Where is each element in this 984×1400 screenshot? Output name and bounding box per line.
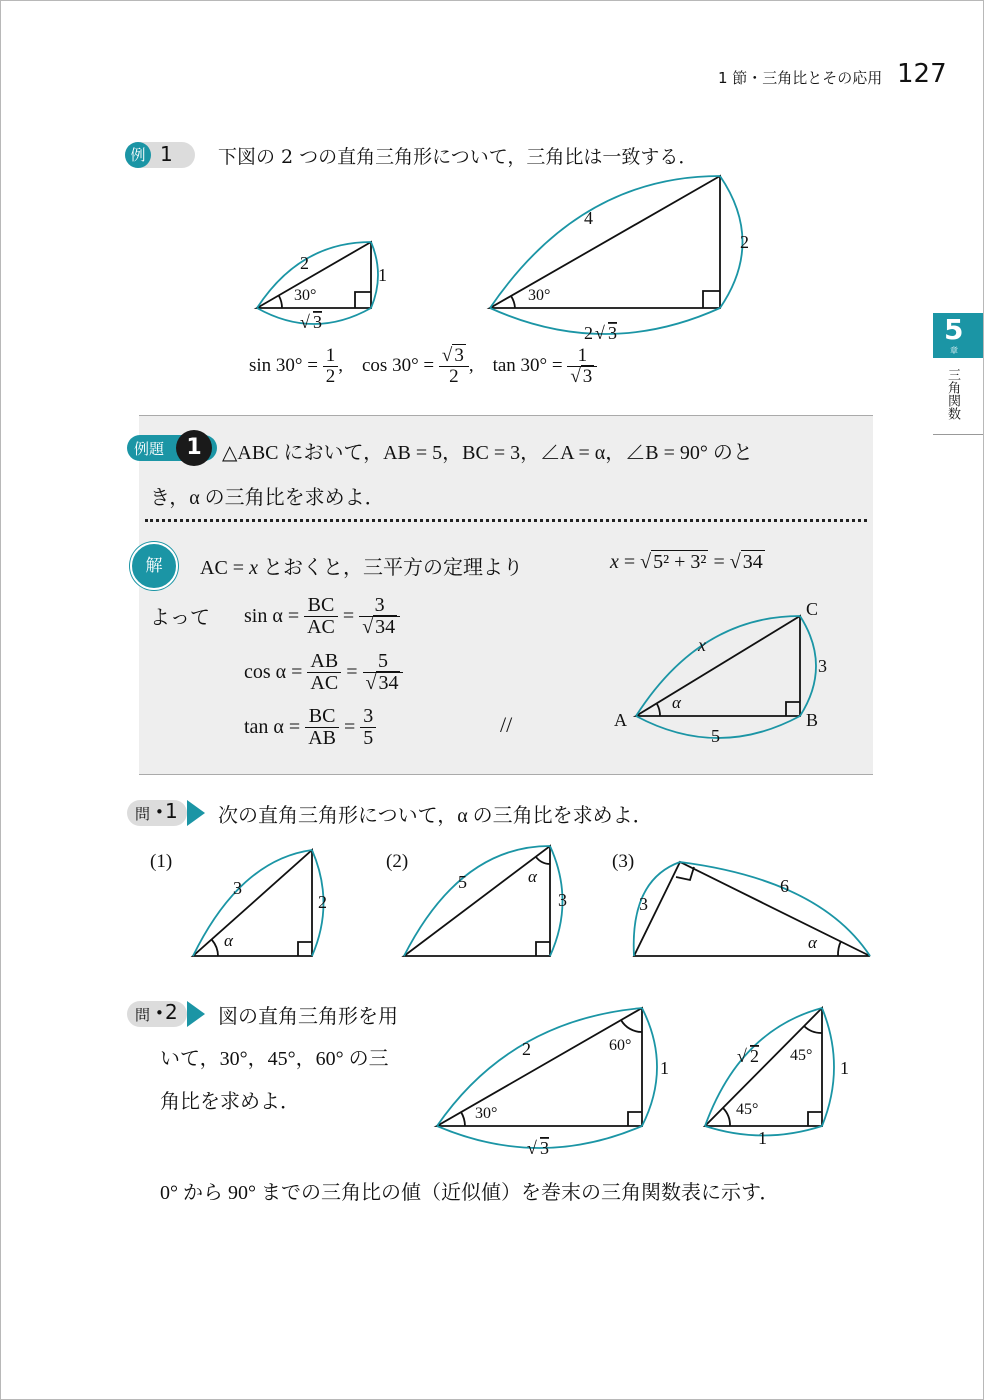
q1-item3-hyp: 6 — [780, 876, 789, 896]
chapter-title: 三角関数 — [945, 368, 960, 420]
example-number: 1 — [160, 142, 173, 166]
side-x: x — [698, 635, 706, 655]
solution-equation: x = √ 5² + 3² = √ 34 — [610, 551, 763, 573]
footer-note: 0° から 90° までの三角比の値（近似値）を巻末の三角関数表に示す． — [160, 1182, 780, 1204]
angle-alpha: α — [672, 693, 681, 712]
q2-tri2-angle-bottom: 45° — [736, 1101, 759, 1118]
q2-tri1-hyp: 2 — [522, 1039, 531, 1059]
q2-badge: 問 — [135, 1006, 151, 1024]
q2-number: 2 — [165, 1000, 178, 1024]
q1-dot: • — [155, 803, 164, 821]
q1-item1-angle: α — [224, 931, 233, 950]
q1-item2-side: 3 — [558, 890, 567, 910]
q2-tri2-angle-top: 45° — [790, 1047, 813, 1064]
sep1: , — [338, 355, 343, 376]
small-hyp: 2 — [300, 253, 309, 273]
q1-item1-side: 2 — [318, 892, 327, 912]
small-opp: 1 — [378, 265, 387, 285]
worked-line1: △ABC において，AB = 5，BC = 3，∠A = α，∠B = 90° のと — [222, 442, 753, 464]
worked-line2: き，α の三角比を求めよ． — [150, 487, 385, 509]
example-badge: 例 — [125, 142, 151, 168]
large-opp: 2 — [740, 232, 749, 252]
small-adj-root: √ — [300, 312, 310, 332]
side-bc: 3 — [818, 656, 827, 676]
q2-dot: • — [155, 1004, 164, 1022]
q2-tri1-adj: 3 — [540, 1138, 549, 1158]
q2-tri2-hyp-root: √ — [737, 1046, 747, 1066]
tan30-num: 1 — [567, 346, 597, 367]
q2-tri2-opp: 1 — [840, 1058, 849, 1078]
sin-alpha-formula: sin α = $\frac{BC}{AC}$ = $\frac{3}{√ 34}$ — [244, 588, 400, 644]
large-hyp: 4 — [584, 208, 593, 228]
cos30-num: 3 — [454, 344, 464, 366]
cos30-den: 2 — [449, 365, 459, 387]
cos30-lhs: cos 30° = — [362, 355, 435, 376]
worked-badge: 例題 — [134, 440, 165, 458]
example-text: 下図の 2 つの直角三角形について，三角比は一致する． — [218, 146, 698, 168]
tan30-den: 3 — [582, 365, 593, 387]
vertex-C: C — [806, 599, 819, 619]
chapter-number: 5 — [944, 313, 964, 346]
large-adj-coef: 2 — [584, 323, 593, 343]
q1-number: 1 — [165, 799, 178, 823]
large-adj-root: √ — [595, 323, 605, 343]
sin30-num: 1 — [323, 346, 339, 367]
end-mark: // — [500, 712, 513, 737]
sin30-den: 2 — [325, 365, 336, 387]
running-header: 1 節・三角比とその応用 — [718, 69, 883, 87]
q2-tri2-hyp: 2 — [750, 1046, 759, 1066]
cos-alpha-formula: cos α = $\frac{AB}{AC}$ = $\frac{5}{√ 34}$ — [244, 644, 403, 700]
q1-item1-hyp: 3 — [233, 878, 242, 898]
small-angle: 30° — [294, 287, 317, 304]
yotte: よって — [150, 607, 210, 629]
solution-badge: 解 — [130, 542, 178, 590]
q1-badge: 問 — [135, 805, 151, 823]
q2-line1: 図の直角三角形を用 — [218, 1006, 398, 1028]
large-adj: 3 — [608, 323, 617, 343]
tan30-lhs: tan 30° = — [492, 355, 563, 376]
q2-line3: 角比を求めよ． — [160, 1091, 300, 1113]
sin30-lhs: sin 30° = — [249, 355, 318, 376]
q1-text: 次の直角三角形について，α の三角比を求めよ． — [218, 805, 653, 827]
small-adj: 3 — [313, 312, 322, 332]
cos30-root: √ — [441, 344, 453, 366]
q2-tri1-adj-root: √ — [527, 1138, 537, 1158]
sep2: , — [468, 355, 474, 376]
side-ab: 5 — [711, 726, 720, 746]
q2-tri2-adj: 1 — [758, 1128, 767, 1148]
q1-item3-label: (3) — [612, 851, 635, 872]
q1-item2-angle: α — [528, 867, 537, 886]
q2-tri1-angle-top: 60° — [609, 1037, 632, 1054]
solution-line1: AC = x とおくと，三平方の定理より — [200, 557, 523, 579]
large-angle: 30° — [528, 287, 551, 304]
page-number: 127 — [897, 59, 947, 89]
q1-item2-label: (2) — [386, 851, 409, 872]
q1-item1-label: (1) — [150, 851, 173, 872]
q1-item3-side1: 3 — [639, 894, 648, 914]
worked-number: 1 — [176, 430, 212, 466]
q2-line2: いて，30°，45°，60° の三 — [160, 1048, 389, 1070]
q1-item2-hyp: 5 — [458, 872, 467, 892]
vertex-B: B — [806, 710, 819, 730]
tan-alpha-formula: tan α = $\frac{BC}{AB}$ = $\frac{3}{5}$ — [244, 699, 376, 755]
q2-tri1-opp: 1 — [660, 1058, 669, 1078]
tan30-root: √ — [570, 365, 581, 387]
vertex-A: A — [614, 710, 627, 730]
chapter-unit: 章 — [950, 346, 958, 355]
q2-tri1-angle-bottom: 30° — [475, 1105, 498, 1122]
q1-item3-angle: α — [808, 933, 817, 952]
